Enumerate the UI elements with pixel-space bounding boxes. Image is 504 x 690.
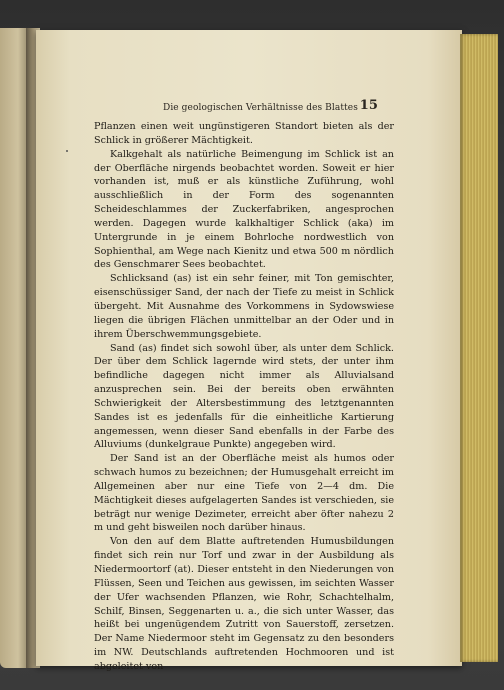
header-title: Die geologischen Verhältnisse des Blattes xyxy=(163,103,358,113)
paragraph: Von den auf dem Blatte auftretenden Humusbildungen findet sich rein nur Torf und zwar in der Ausbildung als Niedermoortorf (at). Dieser entsteht in den Niederungen von Flüssen, Seen und Teichen aus gewissen, im seichten Wasser der Ufer wachsenden Pflanzen, wie Rohr, Schachtelhalm, Schilf, Binsen, Seggenarten u. a., die sich unter Wasser, das heißt bei ungenügendem Zutritt von Sauerstoff, zersetzen. Der Name Niedermoor steht im Gegensatz zu den besonders im NW. Deutschlands auftretenden Hochmooren und ist abgeleitet von xyxy=(94,536,394,672)
running-header xyxy=(128,98,378,116)
body-text xyxy=(94,120,394,674)
page-edges xyxy=(460,34,498,662)
paragraph: Sand (as) findet sich sowohl über, als unter dem Schlick. Der über dem Schlick lagernde wird stets, der unter ihm befindliche dagegen nicht immer als Alluvialsand anzusprechen sein. Bei der bereits oben erwähnten Schwierigkeit der Altersbestimmung des letztgenannten Sandes ist es jedenfalls für die einheitliche Kartierung angemessen, wenn dieser Sand ebenfalls in der Farbe des Alluviums (dunkelgraue Punkte) angegeben wird. xyxy=(94,342,394,451)
margin-dot xyxy=(66,150,68,152)
page-number: 15 xyxy=(359,98,378,113)
paragraph: Schlicksand (as) ist ein sehr feiner, mit Ton gemischter, eisenschüssiger Sand, der nach der Tiefe zu meist in Schlick übergeht. Mit Ausnahme des Vorkommens in Sydowswiese liegen die übrigen Flächen unmittelbar an der Oder und in ihrem Überschwemmungsgebiete. xyxy=(94,273,394,340)
paragraph: Pflanzen einen weit ungünstigeren Standort bieten als der Schlick in größerer Mächtigkeit. xyxy=(94,121,394,146)
paragraph: Der Sand ist an der Oberfläche meist als humos oder schwach humos zu bezeichnen; der Humusgehalt erreicht im Allgemeinen aber nur eine Tiefe von 2—4 dm. Die Mächtigkeit dieses aufgelagerten Sandes ist verschieden, sie beträgt nur wenige Dezimeter, erreicht aber öfter nahezu 2 m und geht bisweilen noch darüber hinaus. xyxy=(94,453,394,534)
paragraph: Kalkgehalt als natürliche Beimengung im Schlick ist an der Oberfläche nirgends beobachtet worden. Soweit er hier vorhanden ist, muß er als künstliche Zuführung, wohl ausschließlich in der Form des sogenannten Scheideschlammes der Zuckerfabriken, angesprochen werden. Dagegen wurde kalkhaltiger Schlick (aka) im Untergrunde in je einem Bohrloche nordwestlich von Sophienthal, am Wege nach Kienitz und etwa 500 m nördlich des Genschmarer Sees beobachtet. xyxy=(94,148,394,271)
